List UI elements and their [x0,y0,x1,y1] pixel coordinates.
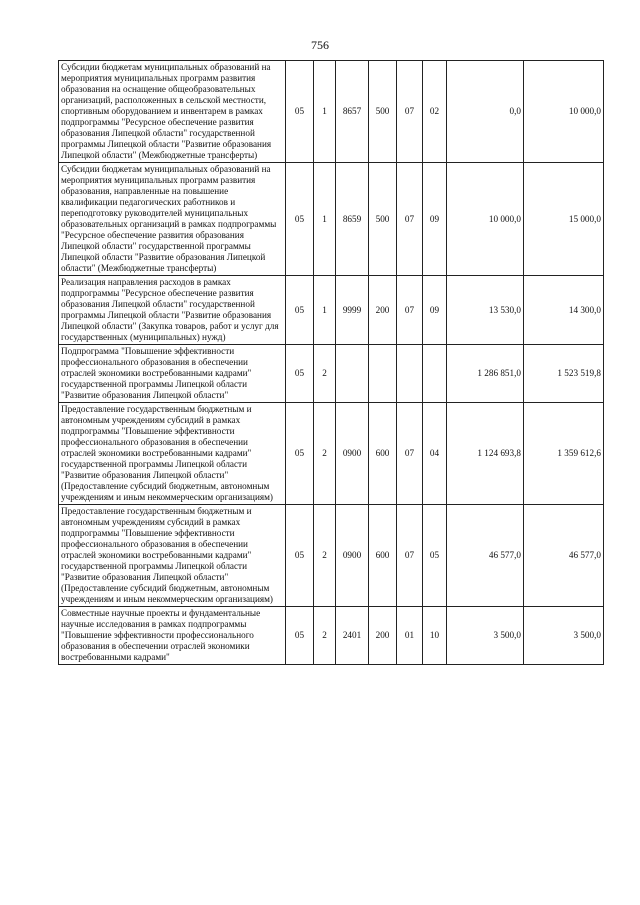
table-row [59,276,604,345]
table-row [59,345,604,403]
direction-code: 9999 [336,276,369,345]
amount-year-1: 10 000,0 [447,163,524,276]
subprogram-code: 2 [314,607,336,665]
subsection-code: 09 [423,276,447,345]
program-code: 05 [286,163,314,276]
amount-year-1: 46 577,0 [447,505,524,607]
row-description: Совместные научные проекты и фундаментальные научные исследования в рамках подпрограммы "Повышение эффективности профессионального образования в обеспечении отраслей экономики востребованными кадрами" [59,607,286,665]
amount-year-2: 3 500,0 [524,607,604,665]
subprogram-code: 2 [314,505,336,607]
direction-code: 8659 [336,163,369,276]
subsection-code: 02 [423,61,447,163]
section-code: 07 [397,505,423,607]
program-code: 05 [286,345,314,403]
row-description: Подпрограмма "Повышение эффективности профессионального образования в обеспечении отраслей экономики востребованными кадрами" государственной программы Липецкой области "Развитие образования Липецкой области" [59,345,286,403]
table-row [59,607,604,665]
amount-year-1: 0,0 [447,61,524,163]
subsection-code: 10 [423,607,447,665]
amount-year-2: 1 523 519,8 [524,345,604,403]
subprogram-code: 2 [314,403,336,505]
expense-type-code: 500 [369,163,397,276]
expense-type-code: 500 [369,61,397,163]
expense-type-code: 600 [369,403,397,505]
direction-code [336,345,369,403]
program-code: 05 [286,61,314,163]
section-code: 07 [397,61,423,163]
amount-year-2: 15 000,0 [524,163,604,276]
subprogram-code: 1 [314,163,336,276]
row-description: Субсидии бюджетам муниципальных образований на мероприятия муниципальных программ развития образования, направленные на повышение квалификации педагогических работников и переподготовку руководителей муниципальных образовательных организаций в рамках подпрограммы "Ресурсное обеспечение развития образования Липецкой области" государственной программы Липецкой области "Развитие образования Липецкой области" (Межбюджетные трансферты) [59,163,286,276]
row-description: Предоставление государственным бюджетным и автономным учреждениям субсидий в рамках подпрограммы "Повышение эффективности профессионального образования в обеспечении отраслей экономики востребованными кадрами" государственной программы Липецкой области "Развитие образования Липецкой области" (Предоставление субсидий бюджетным, автономным учреждениям и иным некоммерческим организациям) [59,505,286,607]
section-code: 07 [397,276,423,345]
amount-year-1: 13 530,0 [447,276,524,345]
program-code: 05 [286,607,314,665]
amount-year-1: 3 500,0 [447,607,524,665]
amount-year-1: 1 124 693,8 [447,403,524,505]
table-row [59,61,604,163]
budget-table [58,60,604,665]
subsection-code: 05 [423,505,447,607]
amount-year-1: 1 286 851,0 [447,345,524,403]
expense-type-code [369,345,397,403]
table-row [59,163,604,276]
amount-year-2: 10 000,0 [524,61,604,163]
direction-code: 0900 [336,403,369,505]
section-code: 01 [397,607,423,665]
table-row [59,403,604,505]
amount-year-2: 46 577,0 [524,505,604,607]
subsection-code [423,345,447,403]
section-code: 07 [397,403,423,505]
page-number: 756 [311,38,329,52]
direction-code: 8657 [336,61,369,163]
subsection-code: 09 [423,163,447,276]
expense-type-code: 600 [369,505,397,607]
program-code: 05 [286,403,314,505]
subsection-code: 04 [423,403,447,505]
direction-code: 0900 [336,505,369,607]
subprogram-code: 2 [314,345,336,403]
section-code [397,345,423,403]
program-code: 05 [286,505,314,607]
table-row [59,505,604,607]
expense-type-code: 200 [369,276,397,345]
subprogram-code: 1 [314,61,336,163]
amount-year-2: 14 300,0 [524,276,604,345]
row-description: Реализация направления расходов в рамках подпрограммы "Ресурсное обеспечение развития образования Липецкой области" государственной программы Липецкой области "Развитие образования Липецкой области" (Закупка товаров, работ и услуг для государственных (муниципальных) нужд) [59,276,286,345]
amount-year-2: 1 359 612,6 [524,403,604,505]
row-description: Субсидии бюджетам муниципальных образований на мероприятия муниципальных программ развития образования на оснащение общеобразовательных организаций, расположенных в сельской местности, спортивным оборудованием и инвентарем в рамках подпрограммы "Ресурсное обеспечение развития образования Липецкой области" государственной программы Липецкой области "Развитие образования Липецкой области" (Межбюджетные трансферты) [59,61,286,163]
subprogram-code: 1 [314,276,336,345]
program-code: 05 [286,276,314,345]
direction-code: 2401 [336,607,369,665]
section-code: 07 [397,163,423,276]
expense-type-code: 200 [369,607,397,665]
row-description: Предоставление государственным бюджетным и автономным учреждениям субсидий в рамках подпрограммы "Повышение эффективности профессионального образования в обеспечении отраслей экономики востребованными кадрами" государственной программы Липецкой области "Развитие образования Липецкой области" (Предоставление субсидий бюджетным, автономным учреждениям и иным некоммерческим организациям) [59,403,286,505]
